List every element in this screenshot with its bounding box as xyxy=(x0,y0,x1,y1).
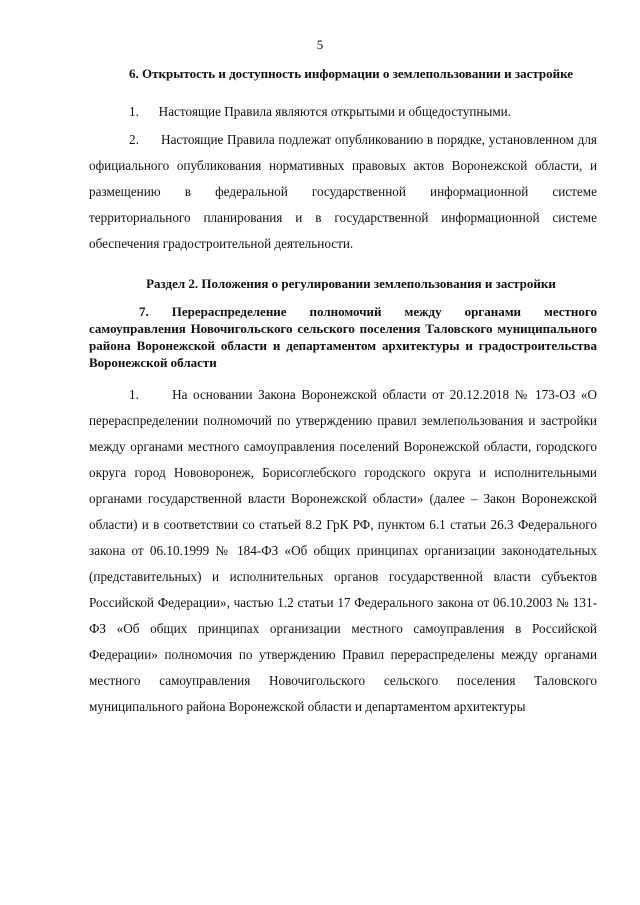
section-6-heading: 6. Открытость и доступность информации о землепользовании и застройке xyxy=(129,66,574,81)
page-content xyxy=(89,65,597,720)
section-6-paragraph-1: 1. Настоящие Правила являются открытыми и общедоступными. xyxy=(129,104,512,119)
section-2-title: Раздел 2. Положения о регулировании землепользования и застройки xyxy=(146,276,556,291)
page-number: 5 xyxy=(316,37,324,52)
section-7-paragraph-1: 1. На основании Закона Воронежской области от 20.12.2018 № 173-ОЗ «О перераспределении полномочий по утверждению правил землепользования и застройки между органами местного самоуправления поселений Воронежской области, городского округа город Нововоронеж, Борисоглебского городского округа и исполнительными органами государственной власти Воронежской области» (далее – Закон Воронежской области) и в соответствии со статьей 8.2 ГрК РФ, пунктом 6.1 статьи 26.3 Федерального закона от 06.10.1999 № 184-ФЗ «Об общих принципах организации законодательных (представительных) и исполнительных органов государственной власти субъектов Российской Федерации», частью 1.2 статьи 17 Федерального закона от 06.10.2003 № 131-ФЗ «Об общих принципах организации местного самоуправления в Российской Федерации» полномочия по утверждению Правил перераспределены между органами местного самоуправления Новочигольского сельского поселения Таловского муниципального района Воронежской области и департаментом архитектуры xyxy=(89,387,597,714)
section-7-heading: 7. Перераспределение полномочий между органами местного самоуправления Новочигольского сельского поселения Таловского муниципального района Воронежской области и департаментом архитектуры и градостроительства Воронежской области xyxy=(89,304,597,370)
section-6-paragraph-2: 2. Настоящие Правила подлежат опубликованию в порядке, установленном для официального опубликования нормативных правовых актов Воронежской области, и размещению в федеральной государственной информационной системе территориального планирования и в государственной информационной системе обеспечения градостроительной деятельности. xyxy=(89,132,597,251)
